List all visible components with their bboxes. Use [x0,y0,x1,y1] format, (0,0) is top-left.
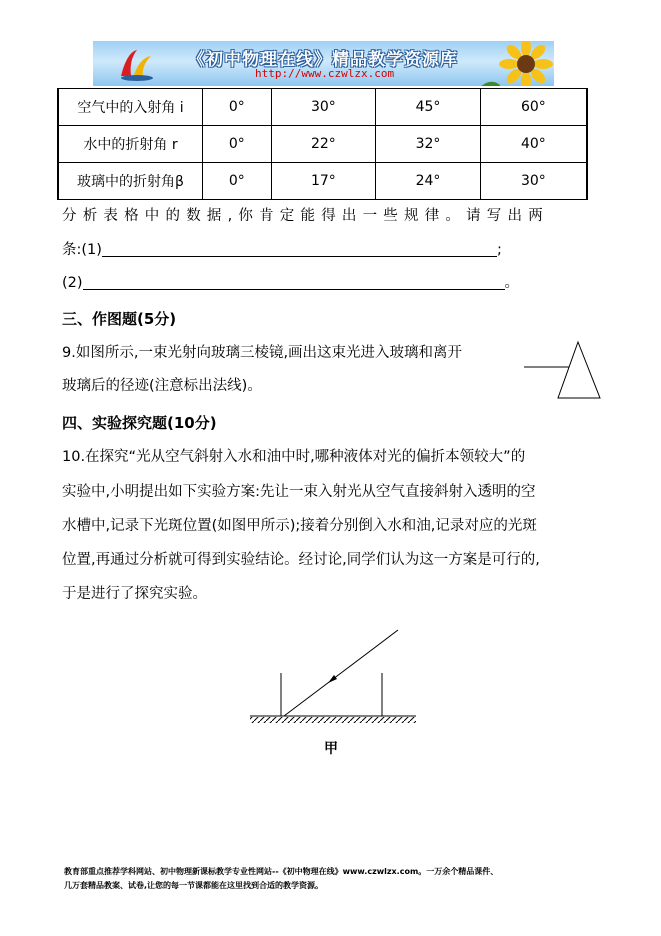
q8-answer-1-suffix: ; [496,242,502,258]
ray-arrow-icon [328,675,337,683]
row-label: 水中的折射角 r [58,126,203,163]
footer-line2: 几万套精品教案、试卷,让您的每一节课都能在这里找到合适的教学资源。 [64,881,324,890]
q8-answer-1-prefix: 条:(1) [62,242,102,258]
table-row [58,126,587,163]
refraction-angle-table [57,88,588,200]
table-row [58,163,587,200]
q9-line1: 9.如图所示,一束光射向玻璃三棱镜,画出这束光进入玻璃和离开 [62,345,463,361]
table-cell: 40° [480,126,587,163]
prism-diagram [520,338,604,402]
table-cell: 0° [203,126,272,163]
glass-prism [558,342,600,398]
table-cell: 32° [376,126,481,163]
tank-bottom-hatching [250,717,416,723]
section4-heading: 四、实验探究题(10分) [62,414,217,432]
figure-label: 甲 [324,741,338,757]
q8-answer-2-suffix: 。 [504,275,520,291]
banner-url: http://www.czwlzx.com [255,67,395,80]
q10-line-2: 实验中,小明提出如下实验方案:先让一束入射光从空气直接斜射入透明的空 [62,484,536,500]
light-ray [284,630,398,716]
site-logo-icon [117,46,157,82]
table-cell: 30° [271,89,376,126]
table-cell: 17° [271,163,376,200]
q10-line-4: 位置,再通过分析就可得到实验结论。经讨论,同学们认为这一方案是可行的, [62,552,540,568]
footer-line1: 教育部重点推荐学科网站、初中物理新课标教学专业性网站--《初中物理在线》www.czwlzx.com。一万余个精品课件、 [64,867,499,876]
q8-answer-2-blank[interactable] [83,273,505,290]
row-label: 空气中的入射角 i [58,89,203,126]
q8-answer-2 [62,273,519,293]
q9-line2: 玻璃后的径迹(注意标出法线)。 [62,378,262,394]
row-label: 玻璃中的折射角β [58,163,203,200]
header-banner [93,41,554,86]
table-cell: 24° [376,163,481,200]
table-cell: 0° [203,89,272,126]
water-tank-diagram [248,625,418,725]
table-cell: 30° [480,163,587,200]
table-cell: 0° [203,163,272,200]
sunflower-icon [478,41,554,86]
q8-line1: 分析表格中的数据,你肯定能得出一些规律。请写出两 [62,208,549,224]
table-cell: 45° [376,89,481,126]
section3-heading: 三、作图题(5分) [62,310,177,328]
table-cell: 60° [480,89,587,126]
banner-title: 《初中物理在线》精品教学资源库 [188,50,458,70]
table-cell: 22° [271,126,376,163]
q10-line-3: 水槽中,记录下光斑位置(如图甲所示);接着分别倒入水和油,记录对应的光斑 [62,518,537,534]
q8-answer-2-prefix: (2) [62,275,83,291]
q8-answer-1-blank[interactable] [102,240,497,257]
q10-line-1: 10.在探究“光从空气斜射入水和油中时,哪种液体对光的偏折本领较大”的 [62,449,526,465]
table-row [58,89,587,126]
q8-answer-1 [62,240,502,260]
q10-line-5: 于是进行了探究实验。 [62,586,207,602]
